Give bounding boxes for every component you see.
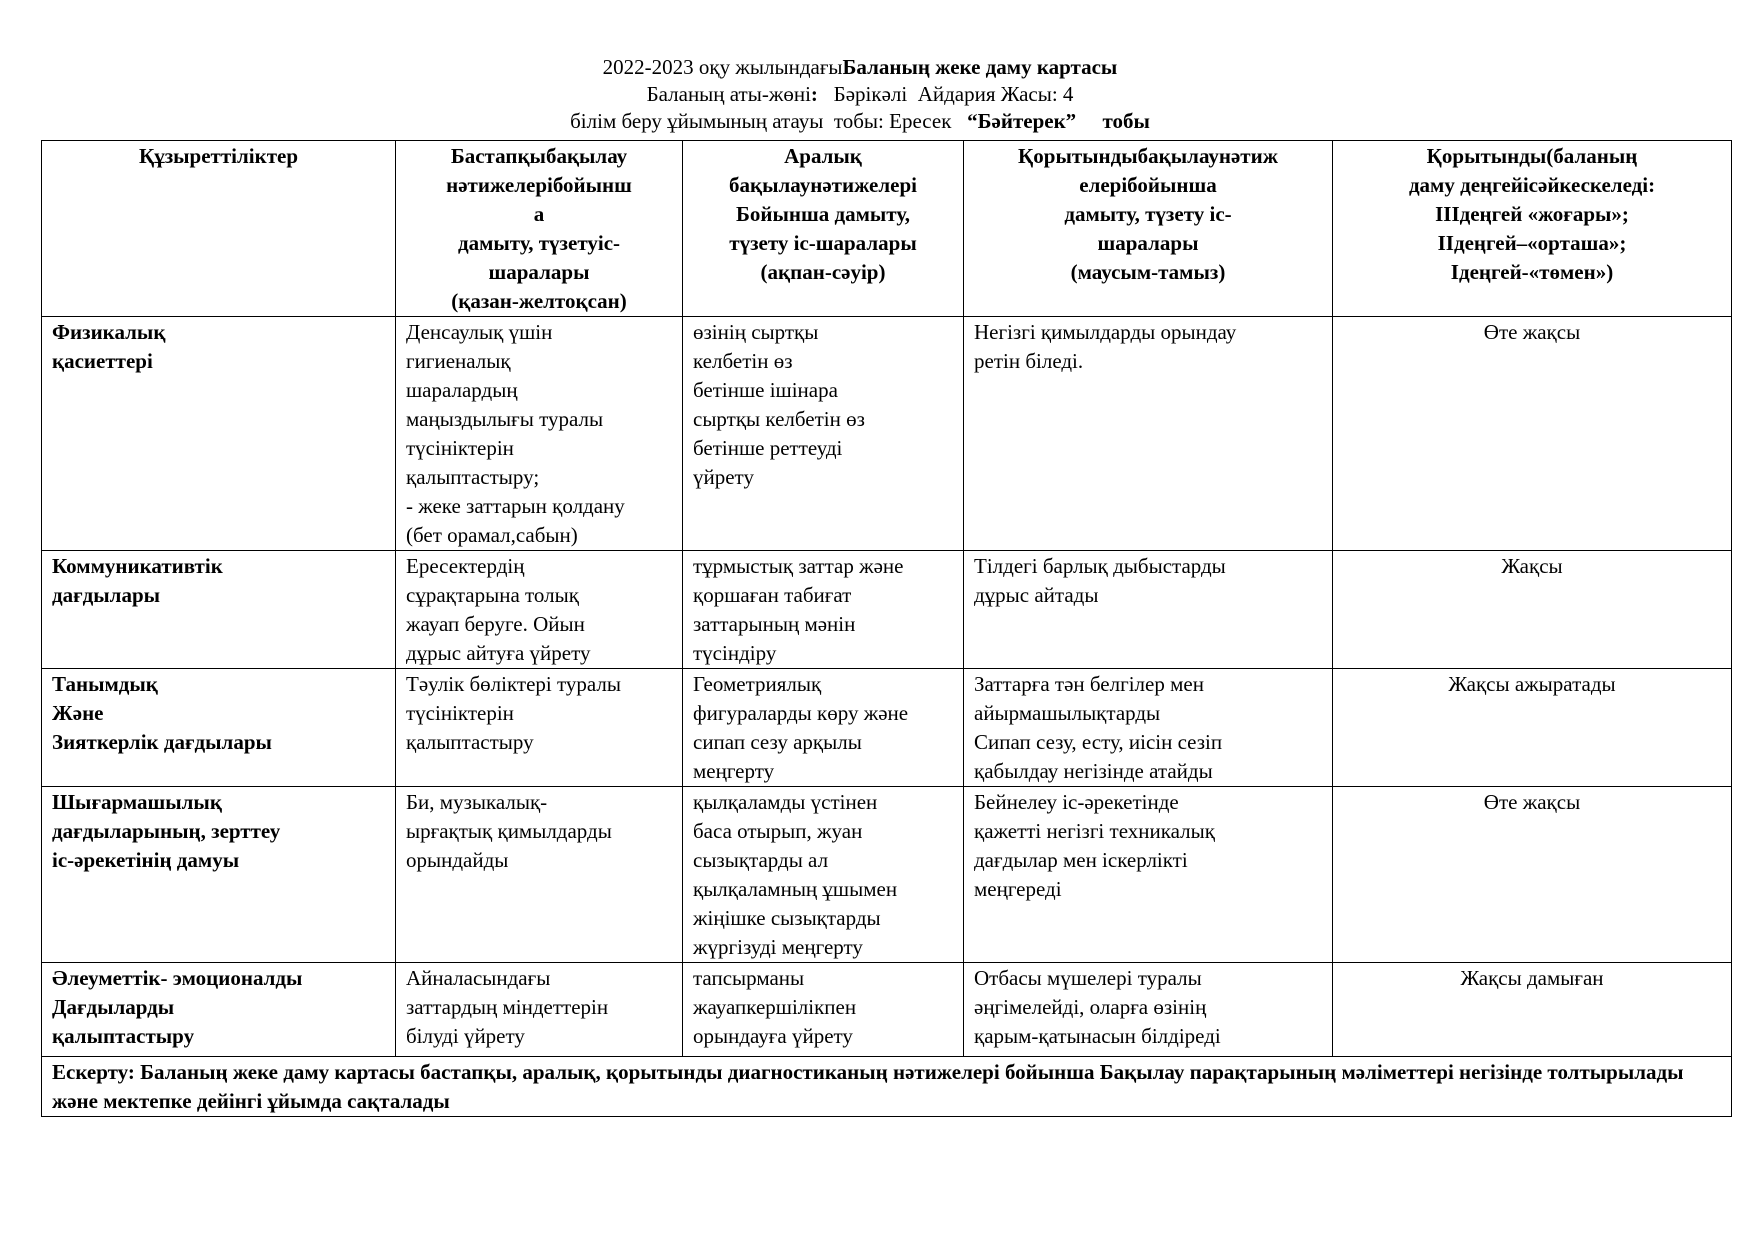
table-row [42, 317, 1732, 551]
row-interim: қылқаламды үстінен баса отырып, жуан сызықтарды ал қылқаламның ұшымен жіңішке сызықтарды жүргізуді меңгерту [683, 787, 964, 963]
row-result: Жақсы [1333, 551, 1732, 669]
table-row [42, 787, 1732, 963]
row-initial: Ересектердің сұрақтарына толық жауап беруге. Ойын дұрыс айтуға үйрету [396, 551, 683, 669]
title-line [0, 54, 1720, 81]
group-name: “Бәйтерек” [967, 109, 1077, 133]
note-row [42, 1057, 1732, 1117]
table-row [42, 963, 1732, 1057]
document-header [0, 54, 1720, 135]
group-suffix: тобы [1076, 109, 1150, 133]
row-final: Бейнелеу іс-әрекетінде қажетті негізгі техникалық дағдылар мен іскерлікті меңгереді [964, 787, 1333, 963]
child-name-label: Баланың аты-жөні [646, 82, 811, 106]
row-final: Заттарға тән белгілер мен айырмашылықтарды Сипап сезу, есту, иісін сезіп қабылдау негізінде атайды [964, 669, 1333, 787]
development-card-table [41, 140, 1732, 1117]
row-final: Негізгі қимылдарды орындау ретін біледі. [964, 317, 1333, 551]
table-row [42, 669, 1732, 787]
row-result: Өте жақсы [1333, 317, 1732, 551]
row-initial: Денсаулық үшін гигиеналық шаралардың маңыздылығы туралы түсініктерін қалыптастыру; - жеке заттарын қолдану (бет орамал,сабын) [396, 317, 683, 551]
row-initial: Тәулік бөліктері туралы түсініктерін қалыптастыру [396, 669, 683, 787]
row-interim: тапсырманы жауапкершілікпен орындауға үйрету [683, 963, 964, 1057]
row-interim: Геометриялық фигураларды көру және сипап сезу арқылы меңгерту [683, 669, 964, 787]
document-title: Баланың жеке даму картасы [842, 55, 1118, 79]
year-prefix: 2022-2023 оқу жылындағы [602, 55, 843, 79]
column-header-result: Қорытынды(баланың даму деңгейісәйкескеледі: ІІІдеңгей «жоғары»; ІІдеңгей–«орташа»; Ідеңгей-«төмен») [1333, 141, 1732, 317]
row-result: Өте жақсы [1333, 787, 1732, 963]
row-final: Отбасы мүшелері туралы әңгімелейді, оларға өзінің қарым-қатынасын білдіреді [964, 963, 1333, 1057]
table-row [42, 551, 1732, 669]
row-interim: тұрмыстық заттар және қоршаған табиғат заттарының мәнін түсіндіру [683, 551, 964, 669]
row-result: Жақсы ажыратады [1333, 669, 1732, 787]
row-interim: өзінің сыртқы келбетін өз бетінше ішінара сыртқы келбетін өз бетінше реттеуді үйрету [683, 317, 964, 551]
child-name-value: Бәрікәлі Айдария Жасы: 4 [817, 82, 1074, 106]
row-initial: Би, музыкалық- ырғақтық қимылдарды орындайды [396, 787, 683, 963]
child-name-colon: : [810, 82, 818, 106]
table-header-row [42, 141, 1732, 317]
note-text: Ескерту: Баланың жеке даму картасы бастапқы, аралық, қорытынды диагностиканың нәтижелері бойынша Бақылау парақтарының мәліметтері негізінде толтырылады және мектепке дейінгі ұйымда сақталады [42, 1057, 1732, 1117]
row-category: Әлеуметтік- эмоционалды Дағдыларды қалыптастыру [42, 963, 396, 1057]
group-line [0, 108, 1720, 135]
column-header-competencies: Құзыреттіліктер [42, 141, 396, 317]
row-category: Физикалық қасиеттері [42, 317, 396, 551]
column-header-final: Қорытындыбақылаунәтиж елерібойынша дамыту, түзету іс- шаралары (маусым-тамыз) [964, 141, 1333, 317]
row-category: Коммуникативтік дағдылары [42, 551, 396, 669]
column-header-initial: Бастапқыбақылау нәтижелерібойынш а дамыту, түзетуіс- шаралары (қазан-желтоқсан) [396, 141, 683, 317]
row-initial: Айналасындағы заттардың міндеттерін білуді үйрету [396, 963, 683, 1057]
row-category: Шығармашылық дағдыларының, зерттеу іс-әрекетінің дамуы [42, 787, 396, 963]
row-result: Жақсы дамыған [1333, 963, 1732, 1057]
column-header-interim: Аралық бақылаунәтижелері Бойынша дамыту, түзету іс-шаралары (ақпан-сәуір) [683, 141, 964, 317]
child-name-line [0, 81, 1720, 108]
row-final: Тілдегі барлық дыбыстарды дұрыс айтады [964, 551, 1333, 669]
org-label: білім беру ұйымының атауы тобы: Ересек [570, 109, 968, 133]
row-category: Танымдық Және Зияткерлік дағдылары [42, 669, 396, 787]
